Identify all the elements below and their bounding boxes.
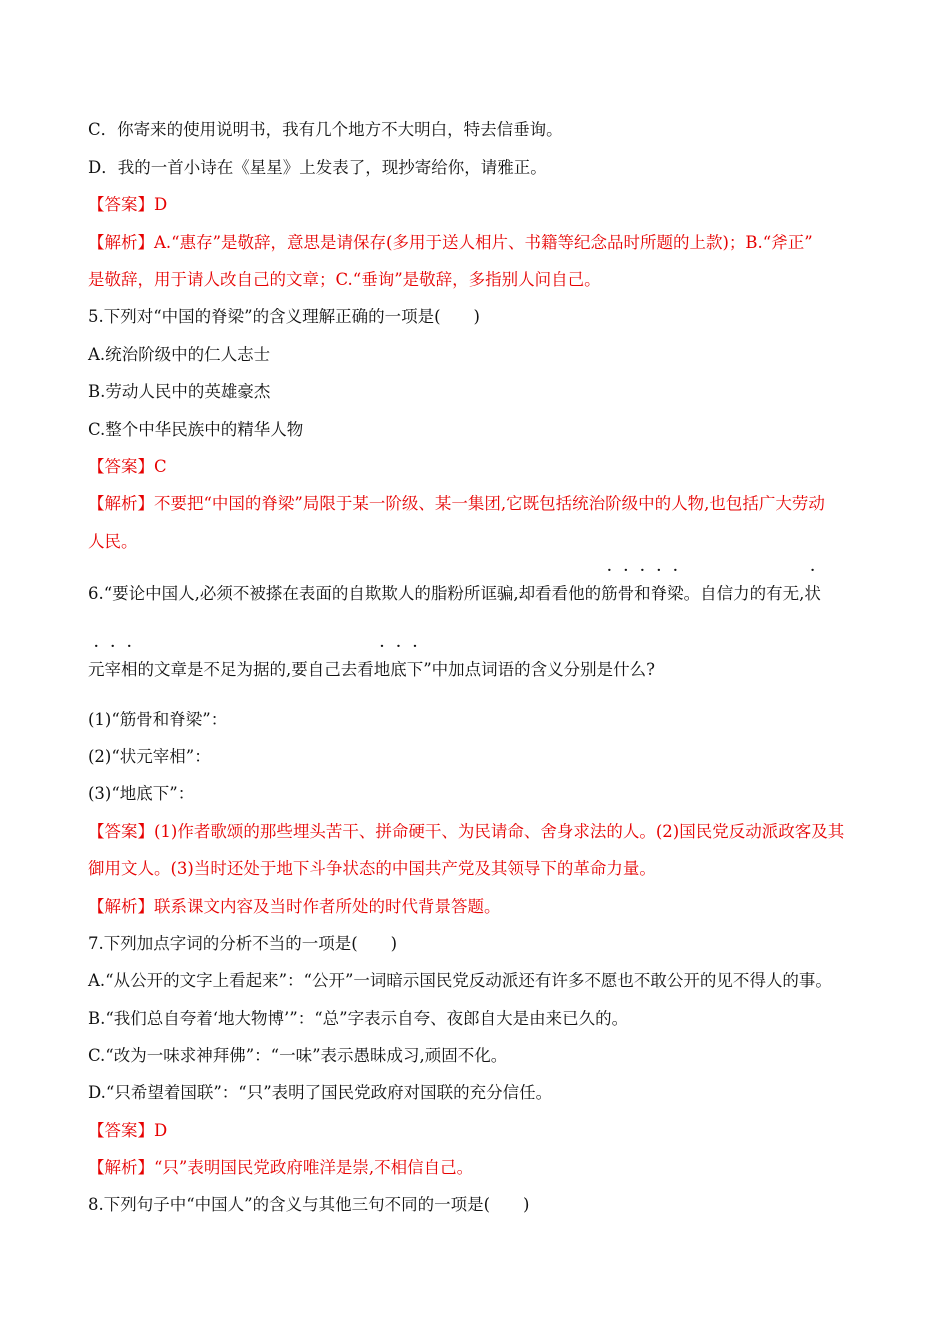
option-a-5: A.统治阶级中的仁人志士 (88, 345, 271, 364)
analysis-text: A.“惠存”是敬辞，意思是请保存(多用于送人相片、书籍等纪念品时所题的上款)；B.“斧正” (154, 233, 813, 252)
analysis-tag: 【解析】 (88, 233, 154, 252)
emphasized-char: 状 (804, 584, 821, 603)
emphasized-char: 骨 (617, 584, 635, 603)
answer-6-line1: 【答案】(1)作者歌颂的那些埋头苦干、拼命硬干、为民请命、舍身求法的人。(2)国民党反动派政客及其 (88, 822, 845, 841)
option-c-7: C.“改为一味求神拜佛”：“一味”表示愚昧成习,顽固不化。 (88, 1046, 508, 1065)
emphasized-char: 下 (406, 660, 424, 679)
emphasized-char: 地 (373, 660, 391, 679)
question-8: 8.下列句子中“中国人”的含义与其他三句不同的一项是( ) (88, 1195, 530, 1214)
analysis-4-line2: 是敬辞，用于请人改自己的文章；C.“垂询”是敬辞，多指别人问自己。 (88, 270, 601, 289)
emphasized-char: 相 (121, 660, 138, 679)
emphasized-char: 梁 (667, 584, 684, 603)
answer-tag: 【答案】 (88, 1121, 154, 1140)
question-6-line2 (88, 658, 655, 682)
emphasized-char: 宰 (104, 660, 121, 679)
answer-5 (88, 455, 167, 479)
question-text: 。自信力的有无, (683, 584, 805, 603)
answer-6-line2: 御用文人。(3)当时还处于地下斗争状态的中国共产党及其领导下的革命力量。 (88, 859, 656, 878)
question-text: 6.“要论中国人,必须不被搽在表面的自欺欺人的脂粉所诓骗,却看看他的 (88, 584, 602, 603)
question-6-line1 (88, 582, 821, 606)
emphasized-char: 和 (634, 584, 651, 603)
emphasized-char: 筋 (601, 584, 618, 603)
answer-tag: 【答案】 (88, 457, 154, 476)
option-b-7: B.“我们总自夸着‘地大物博’”：“总”字表示自夸、夜郎自大是由来已久的。 (88, 1009, 629, 1028)
sub-question-3: (3)“地底下”： (88, 784, 195, 803)
analysis-text: 不要把“中国的脊梁”局限于某一阶级、某一集团,它既包括统治阶级中的人物,也包括广大劳动 (154, 494, 825, 513)
option-d-7: D.“只希望着国联”：“只”表明了国民党政府对国联的充分信任。 (88, 1083, 553, 1102)
answer-tag: 【答案】 (88, 195, 154, 214)
analysis-7: 【解析】“只”表明国民党政府唯洋是崇,不相信自己。 (88, 1158, 474, 1177)
analysis-4-line1 (88, 231, 813, 255)
analysis-5-line2: 人民。 (88, 532, 138, 551)
emphasized-char: 底 (390, 660, 407, 679)
option-c-5: C.整个中华民族中的精华人物 (88, 420, 304, 439)
emphasized-char: 元 (88, 660, 105, 679)
option-a-7: A.“从公开的文字上看起来”：“公开”一词暗示国民党反动派还有许多不愿也不敢公开的见不得人的事。 (88, 971, 832, 990)
analysis-5-line1 (88, 492, 825, 516)
answer-value: D (154, 195, 168, 214)
question-text: 的文章是不足为据的,要自己去看 (137, 660, 374, 679)
answer-7 (88, 1119, 167, 1143)
answer-4 (88, 193, 167, 217)
answer-value: C (154, 457, 167, 476)
question-5: 5.下列对“中国的脊梁”的含义理解正确的一项是( ) (88, 307, 480, 326)
sub-question-1: (1)“筋骨和脊梁”： (88, 710, 228, 729)
analysis-tag: 【解析】 (88, 494, 154, 513)
option-d-4: D．我的一首小诗在《星星》上发表了，现抄寄给你，请雅正。 (88, 158, 547, 177)
option-c-4: C．你寄来的使用说明书，我有几个地方不大明白，特去信垂询。 (88, 120, 563, 139)
emphasized-char: 脊 (650, 584, 668, 603)
question-text: ”中加点词语的含义分别是什么? (423, 660, 656, 679)
question-7: 7.下列加点字词的分析不当的一项是( ) (88, 934, 398, 953)
analysis-6: 【解析】联系课文内容及当时作者所处的时代背景答题。 (88, 897, 501, 916)
sub-question-2: (2)“状元宰相”： (88, 747, 211, 766)
option-b-5: B.劳动人民中的英雄豪杰 (88, 382, 271, 401)
answer-value: D (154, 1121, 168, 1140)
